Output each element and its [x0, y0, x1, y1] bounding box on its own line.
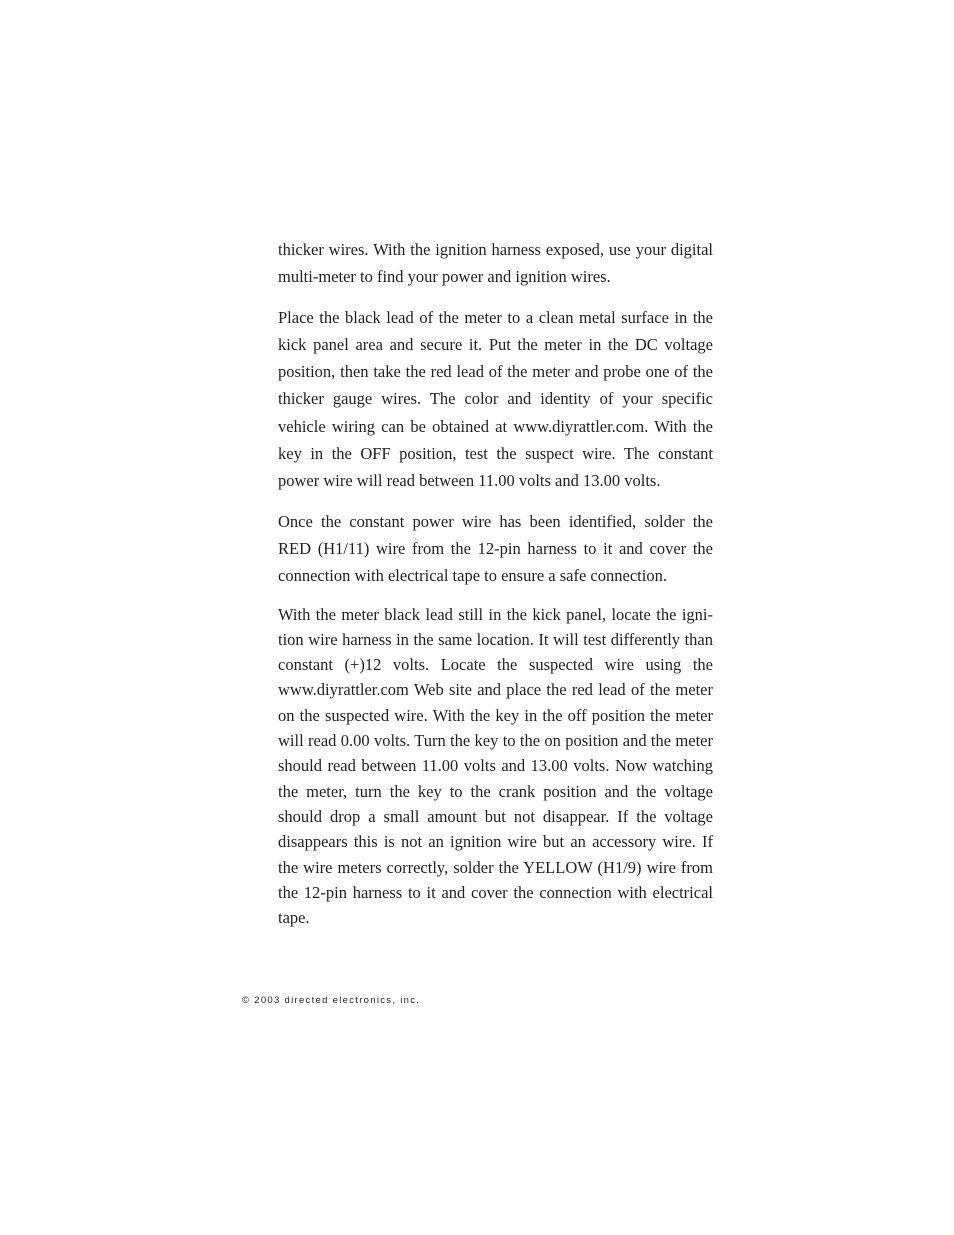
- paragraph-solder-red-wire: Once the constant power wire has been identified, solder the RED (H1/11) wire from the 12-pin harness to it and cover the connection with electrical tape to ensure a safe connection.: [278, 511, 713, 586]
- paragraph-ignition-wire-test: With the meter black lead still in the kick panel, locate the ignition wire harness in the same location. It will test differently than constant (+)12 volts. Locate the suspected wire using the www.diyrattler.com Web site and place the red lead of the meter on the suspected wire. With the key in the off position the meter will read 0.00 volts. Turn the key to the on position and the meter should read between 11.00 volts and 13.00 volts. Now watching the meter, turn the key to the crank position and the voltage should drop a small amount but not disappear. If the voltage disappears this is not an ignition wire but an accessory wire. If the wire meters correctly, solder the YELLOW (H1/9) wire from the 12-pin harness to it and cover the connection with electrical tape.: [278, 604, 713, 928]
- body-text-column: [278, 236, 713, 930]
- copyright-footer: © 2003 directed electronics, inc.: [242, 995, 421, 1006]
- paragraph-ignition-harness: thicker wires. With the ignition harness exposed, use your digital multi-meter to find your power and ignition wires.: [278, 240, 713, 287]
- paragraph-constant-power-test: Place the black lead of the meter to a clean metal surface in the kick panel area and secure it. Put the meter in the DC voltage position, then take the red lead of the meter and probe one of the thicker gauge wires. The color and identity of your specific vehicle wiring can be obtained at www.diyrattler.com. With the key in the OFF position, test the suspect wire. The constant power wire will read between 11.00 volts and 13.00 volts.: [278, 307, 713, 491]
